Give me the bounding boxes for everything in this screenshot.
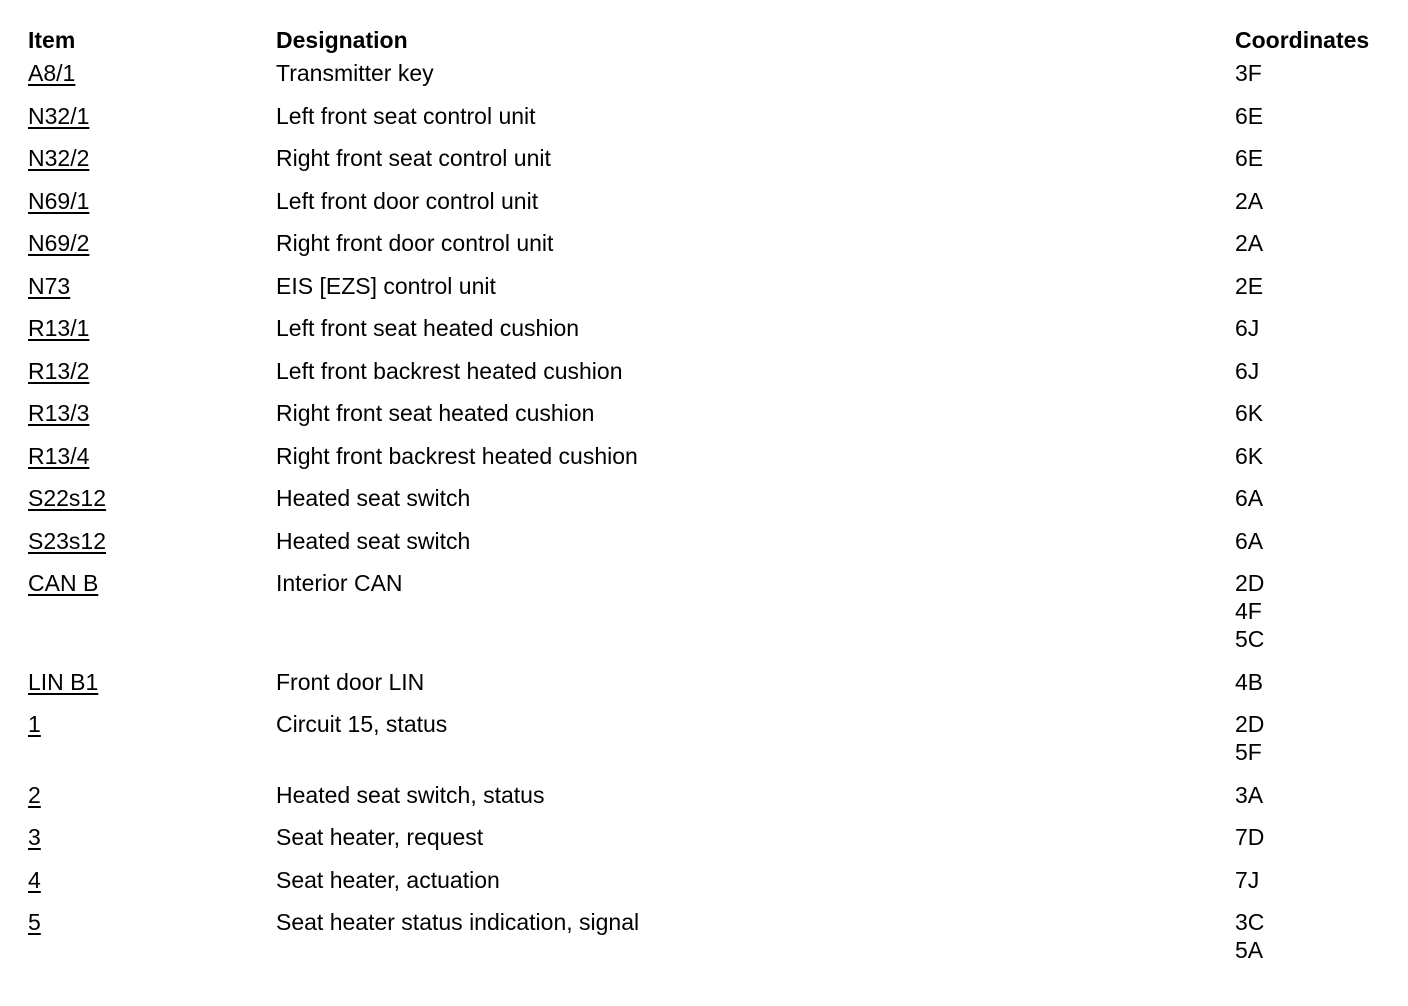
coordinates-cell: [1235, 399, 1400, 442]
table-row: [28, 781, 1400, 824]
designation-cell: Seat heater, request: [276, 824, 484, 850]
table-row: [28, 314, 1400, 357]
designation-cell: Heated seat switch, status: [276, 781, 545, 808]
table-row: [28, 908, 1400, 979]
item-link[interactable]: R13/1: [28, 315, 90, 341]
coordinate-value: 2D: [1235, 570, 1265, 596]
item-link[interactable]: 1: [28, 711, 41, 737]
coordinate-value: 5F: [1235, 739, 1262, 765]
table-row: [28, 144, 1400, 187]
item-cell: [28, 399, 276, 442]
item-cell: [28, 442, 276, 485]
coordinate-value: 2A: [1235, 230, 1264, 256]
coordinate-value: 7J: [1235, 866, 1260, 893]
coordinates-cell: [1235, 908, 1400, 979]
coordinate-value: 2A: [1235, 187, 1264, 214]
item-cell: [28, 710, 276, 781]
coordinates-cell: [1235, 144, 1400, 187]
table-row: [28, 710, 1400, 781]
item-cell: [28, 569, 276, 668]
designation-cell: Front door LIN: [276, 668, 425, 695]
designation-cell: Right front backrest heated cushion: [276, 442, 638, 469]
table-row: [28, 569, 1400, 668]
table-body: [28, 59, 1400, 979]
designation-cell: EIS [EZS] control unit: [276, 272, 496, 299]
item-cell: [28, 908, 276, 979]
item-cell: [28, 229, 276, 272]
column-header-coordinates: Coordinates: [1235, 27, 1370, 53]
table-row: [28, 229, 1400, 272]
coordinate-value: 6A: [1235, 485, 1264, 511]
coordinate-value: 4B: [1235, 668, 1264, 695]
item-link[interactable]: R13/2: [28, 357, 90, 384]
coordinate-value: 6E: [1235, 145, 1264, 171]
item-link[interactable]: A8/1: [28, 60, 76, 86]
table-row: [28, 59, 1400, 102]
item-cell: [28, 484, 276, 527]
item-link[interactable]: 5: [28, 909, 41, 935]
coordinates-cell: [1235, 102, 1400, 145]
item-link[interactable]: N32/1: [28, 102, 90, 129]
item-link[interactable]: 2: [28, 781, 41, 808]
coordinate-value: 6A: [1235, 527, 1264, 554]
item-cell: [28, 59, 276, 102]
coordinates-cell: [1235, 527, 1400, 570]
table-row: [28, 102, 1400, 145]
coordinates-cell: [1235, 187, 1400, 230]
coordinate-value: 6E: [1235, 102, 1264, 129]
coordinates-cell: [1235, 314, 1400, 357]
coordinate-value: 2D: [1235, 711, 1265, 737]
coordinates-cell: [1235, 59, 1400, 102]
item-cell: [28, 357, 276, 400]
coordinates-cell: [1235, 569, 1400, 668]
table-header-row: [28, 22, 1400, 59]
table-row: [28, 823, 1400, 866]
coordinate-value: 7D: [1235, 824, 1265, 850]
coordinate-value: 5C: [1235, 626, 1265, 652]
coordinates-cell: [1235, 710, 1400, 781]
coordinates-cell: [1235, 357, 1400, 400]
coordinate-value: 3C: [1235, 909, 1265, 935]
item-cell: [28, 866, 276, 909]
coordinates-cell: [1235, 781, 1400, 824]
item-link[interactable]: 3: [28, 824, 41, 850]
designation-cell: Left front seat heated cushion: [276, 315, 580, 341]
item-link[interactable]: 4: [28, 866, 41, 893]
designation-cell: Seat heater, actuation: [276, 866, 500, 893]
item-link[interactable]: CAN B: [28, 570, 99, 596]
item-cell: [28, 144, 276, 187]
table-row: [28, 527, 1400, 570]
designation-cell: Right front door control unit: [276, 230, 554, 256]
designation-cell: Left front backrest heated cushion: [276, 357, 623, 384]
coordinates-cell: [1235, 866, 1400, 909]
coordinate-value: 3A: [1235, 781, 1264, 808]
item-link[interactable]: N69/2: [28, 230, 90, 256]
coordinates-cell: [1235, 484, 1400, 527]
item-link[interactable]: N73: [28, 272, 71, 299]
table-row: [28, 668, 1400, 711]
coordinate-value: 6K: [1235, 442, 1264, 469]
table-row: [28, 442, 1400, 485]
coordinate-value: 6K: [1235, 400, 1264, 426]
item-link[interactable]: R13/4: [28, 442, 90, 469]
column-header-item: Item: [28, 27, 76, 53]
item-cell: [28, 781, 276, 824]
coordinates-cell: [1235, 229, 1400, 272]
coordinates-cell: [1235, 668, 1400, 711]
designation-cell: Right front seat control unit: [276, 145, 551, 171]
coordinate-value: 4F: [1235, 598, 1262, 624]
table-row: [28, 357, 1400, 400]
designation-cell: Left front seat control unit: [276, 102, 536, 129]
component-legend-table: [28, 22, 1400, 979]
designation-cell: Heated seat switch: [276, 527, 471, 554]
item-link[interactable]: LIN B1: [28, 668, 99, 695]
coordinate-value: 6J: [1235, 315, 1260, 341]
table-row: [28, 272, 1400, 315]
item-cell: [28, 187, 276, 230]
item-link[interactable]: S22s12: [28, 485, 107, 511]
coordinates-cell: [1235, 442, 1400, 485]
table-row: [28, 187, 1400, 230]
item-cell: [28, 527, 276, 570]
coordinates-cell: [1235, 823, 1400, 866]
item-link[interactable]: R13/3: [28, 400, 90, 426]
item-link[interactable]: N69/1: [28, 187, 90, 214]
coordinate-value: 6J: [1235, 357, 1260, 384]
table-row: [28, 866, 1400, 909]
column-header-designation: Designation: [276, 27, 408, 53]
designation-cell: Seat heater status indication, signal: [276, 909, 640, 935]
coordinate-value: 3F: [1235, 60, 1262, 86]
coordinate-value: 2E: [1235, 272, 1264, 299]
table-row: [28, 399, 1400, 442]
designation-cell: Transmitter key: [276, 60, 434, 86]
item-cell: [28, 314, 276, 357]
designation-cell: Heated seat switch: [276, 485, 471, 511]
designation-cell: Interior CAN: [276, 570, 403, 596]
coordinate-value: 5A: [1235, 937, 1264, 963]
item-cell: [28, 102, 276, 145]
item-cell: [28, 272, 276, 315]
coordinates-cell: [1235, 272, 1400, 315]
item-link[interactable]: N32/2: [28, 145, 90, 171]
designation-cell: Right front seat heated cushion: [276, 400, 595, 426]
item-cell: [28, 668, 276, 711]
item-link[interactable]: S23s12: [28, 527, 107, 554]
designation-cell: Left front door control unit: [276, 187, 539, 214]
item-cell: [28, 823, 276, 866]
designation-cell: Circuit 15, status: [276, 711, 448, 737]
table-row: [28, 484, 1400, 527]
